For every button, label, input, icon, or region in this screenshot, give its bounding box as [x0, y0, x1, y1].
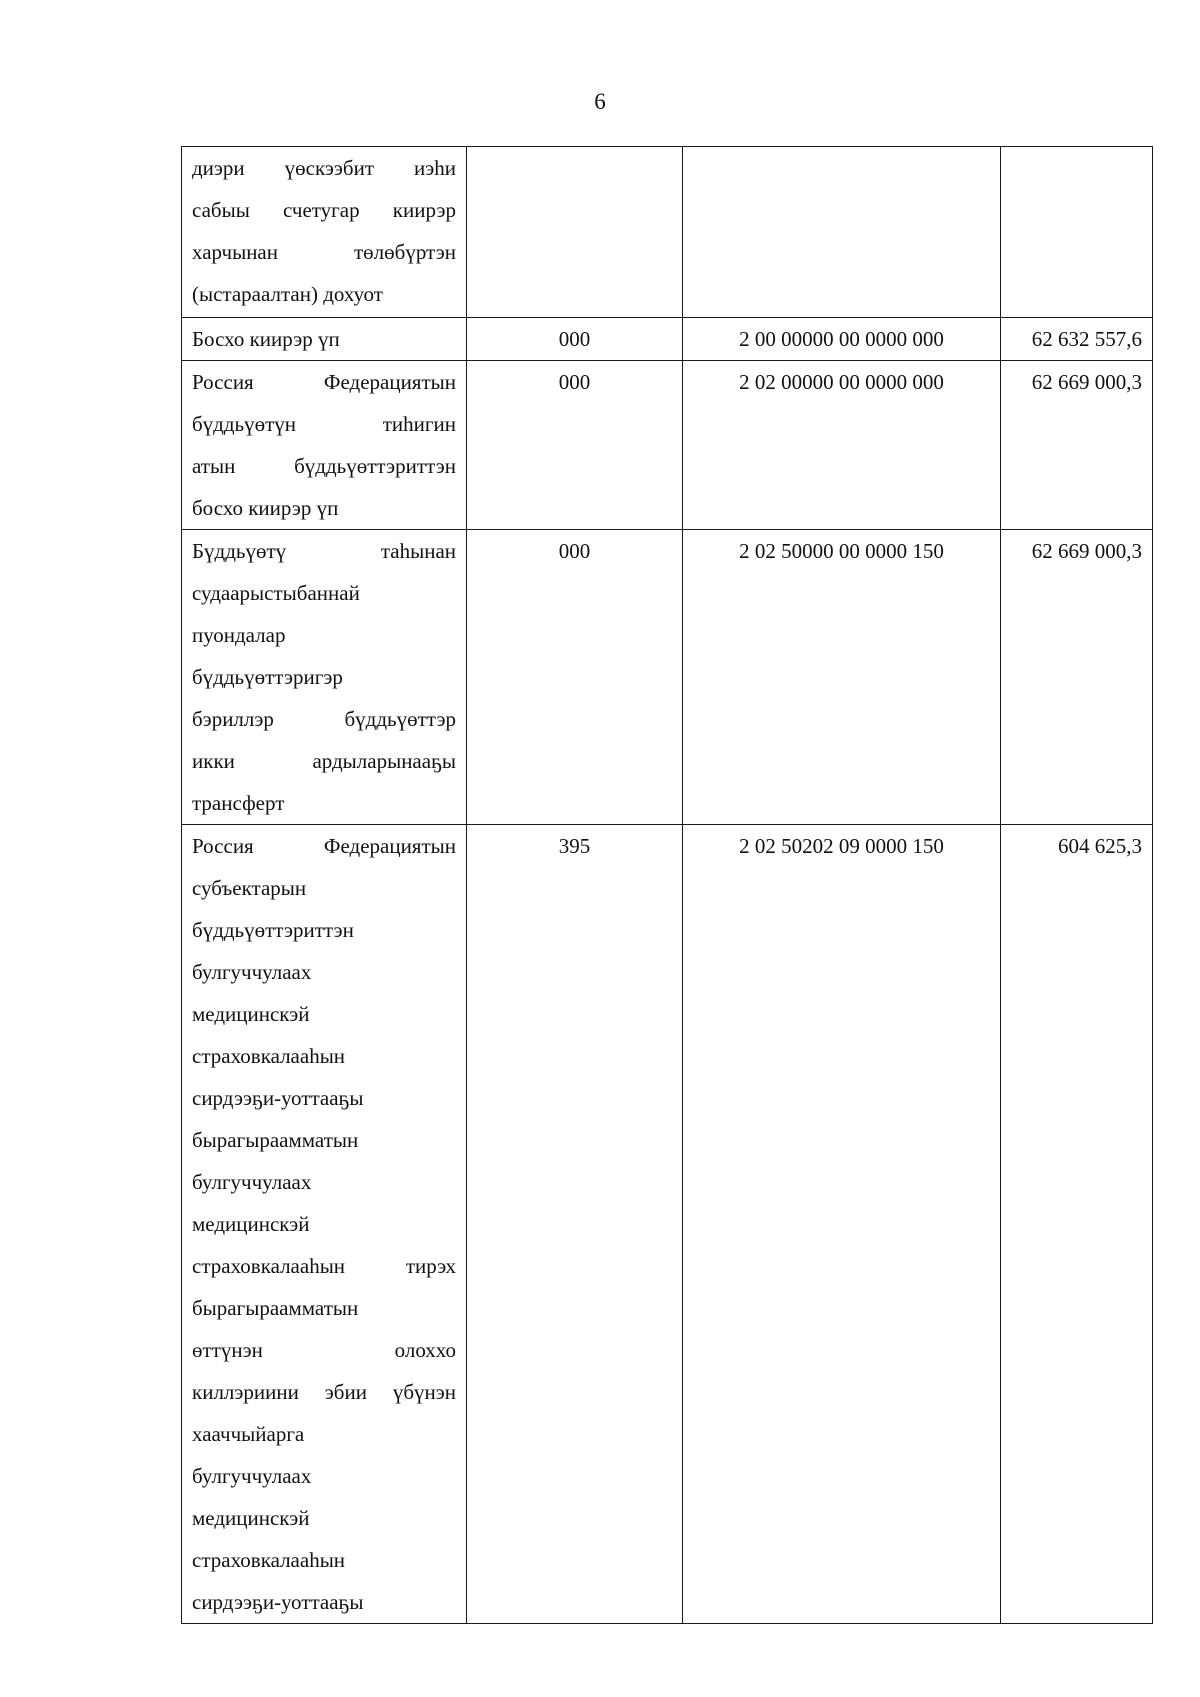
admin-code-cell: 000: [467, 530, 683, 825]
row-name-line: трансферт: [192, 791, 285, 815]
budget-classification-code-cell: 2 00 00000 00 0000 000: [683, 318, 1001, 361]
row-name-line: страховкалааһын тирэх: [192, 1254, 456, 1278]
row-name-line: (ыстараалтан) дохуот: [192, 282, 383, 306]
row-name-line: страховкалааһын: [192, 1548, 346, 1572]
row-name-line: бүддьүөттэригэр: [192, 665, 343, 689]
row-name-line: пуондалар: [192, 623, 286, 647]
budget-revenue-table: [181, 146, 1153, 1624]
row-name-line: киллэриини эбии үбүнэн: [192, 1380, 456, 1404]
row-name-line: сабыы счетугар киирэр: [192, 198, 456, 222]
row-name-line: бүддьүөттэриттэн: [192, 918, 354, 942]
row-name-line: бырагыраамматын: [192, 1296, 359, 1320]
admin-code-cell: [467, 147, 683, 318]
budget-classification-code-cell: 2 02 50000 00 0000 150: [683, 530, 1001, 825]
row-name-line: Россия Федерациятын: [192, 370, 456, 394]
table-body: [182, 147, 1153, 1624]
row-name-line: медицинскэй: [192, 1002, 310, 1026]
page-number: 6: [594, 89, 606, 114]
admin-code-cell: 000: [467, 318, 683, 361]
row-name-line: Россия Федерациятын: [192, 834, 456, 858]
row-name-line: медицинскэй: [192, 1212, 310, 1236]
row-name-line: Бүддьүөтү таһынан: [192, 539, 456, 563]
table-row: [182, 825, 1153, 1624]
table-row: [182, 530, 1153, 825]
row-name-line: булгуччулаах: [192, 960, 312, 984]
admin-code-cell: 000: [467, 361, 683, 530]
row-name-cell: [182, 530, 467, 825]
row-name-line: диэри үөскээбит иэһи: [192, 156, 456, 180]
row-name-line: субъектарын: [192, 876, 307, 900]
admin-code-cell: 395: [467, 825, 683, 1624]
row-name-line: бырагыраамматын: [192, 1128, 359, 1152]
row-name-line: судаарыстыбаннай: [192, 581, 360, 605]
row-name-line: медицинскэй: [192, 1506, 310, 1530]
table-row: [182, 147, 1153, 318]
row-name-line: икки ардыларынааҕы: [192, 749, 456, 773]
row-name-line: хааччыйарга: [192, 1422, 305, 1446]
table-row: [182, 318, 1153, 361]
row-name-line: өттүнэн олоххо: [192, 1338, 456, 1362]
row-name-line: булгуччулаах: [192, 1170, 312, 1194]
row-name-line: атын бүддьүөттэриттэн: [192, 454, 456, 478]
table-row: [182, 361, 1153, 530]
row-name-cell: [182, 361, 467, 530]
row-name-cell: [182, 825, 467, 1624]
amount-cell: [1001, 147, 1153, 318]
row-name-line: булгуччулаах: [192, 1464, 312, 1488]
row-name-line: страховкалааһын: [192, 1044, 346, 1068]
amount-cell: 62 632 557,6: [1001, 318, 1153, 361]
amount-cell: 62 669 000,3: [1001, 361, 1153, 530]
amount-cell: 62 669 000,3: [1001, 530, 1153, 825]
row-name-line: бүддьүөтүн тиһигин: [192, 412, 456, 436]
budget-classification-code-cell: [683, 147, 1001, 318]
row-name-cell: [182, 147, 467, 318]
row-name-line: бэриллэр бүддьүөттэр: [192, 707, 456, 731]
row-name-line: босхо киирэр үп: [192, 496, 339, 520]
budget-classification-code-cell: 2 02 50202 09 0000 150: [683, 825, 1001, 1624]
row-name-line: сирдээҕи-уоттааҕы: [192, 1590, 364, 1614]
amount-cell: 604 625,3: [1001, 825, 1153, 1624]
budget-classification-code-cell: 2 02 00000 00 0000 000: [683, 361, 1001, 530]
row-name-line: харчынан төлөбүртэн: [192, 240, 456, 264]
row-name-line: Босхо киирэр үп: [192, 327, 340, 351]
row-name-line: сирдээҕи-уоттааҕы: [192, 1086, 364, 1110]
row-name-cell: [182, 318, 467, 361]
